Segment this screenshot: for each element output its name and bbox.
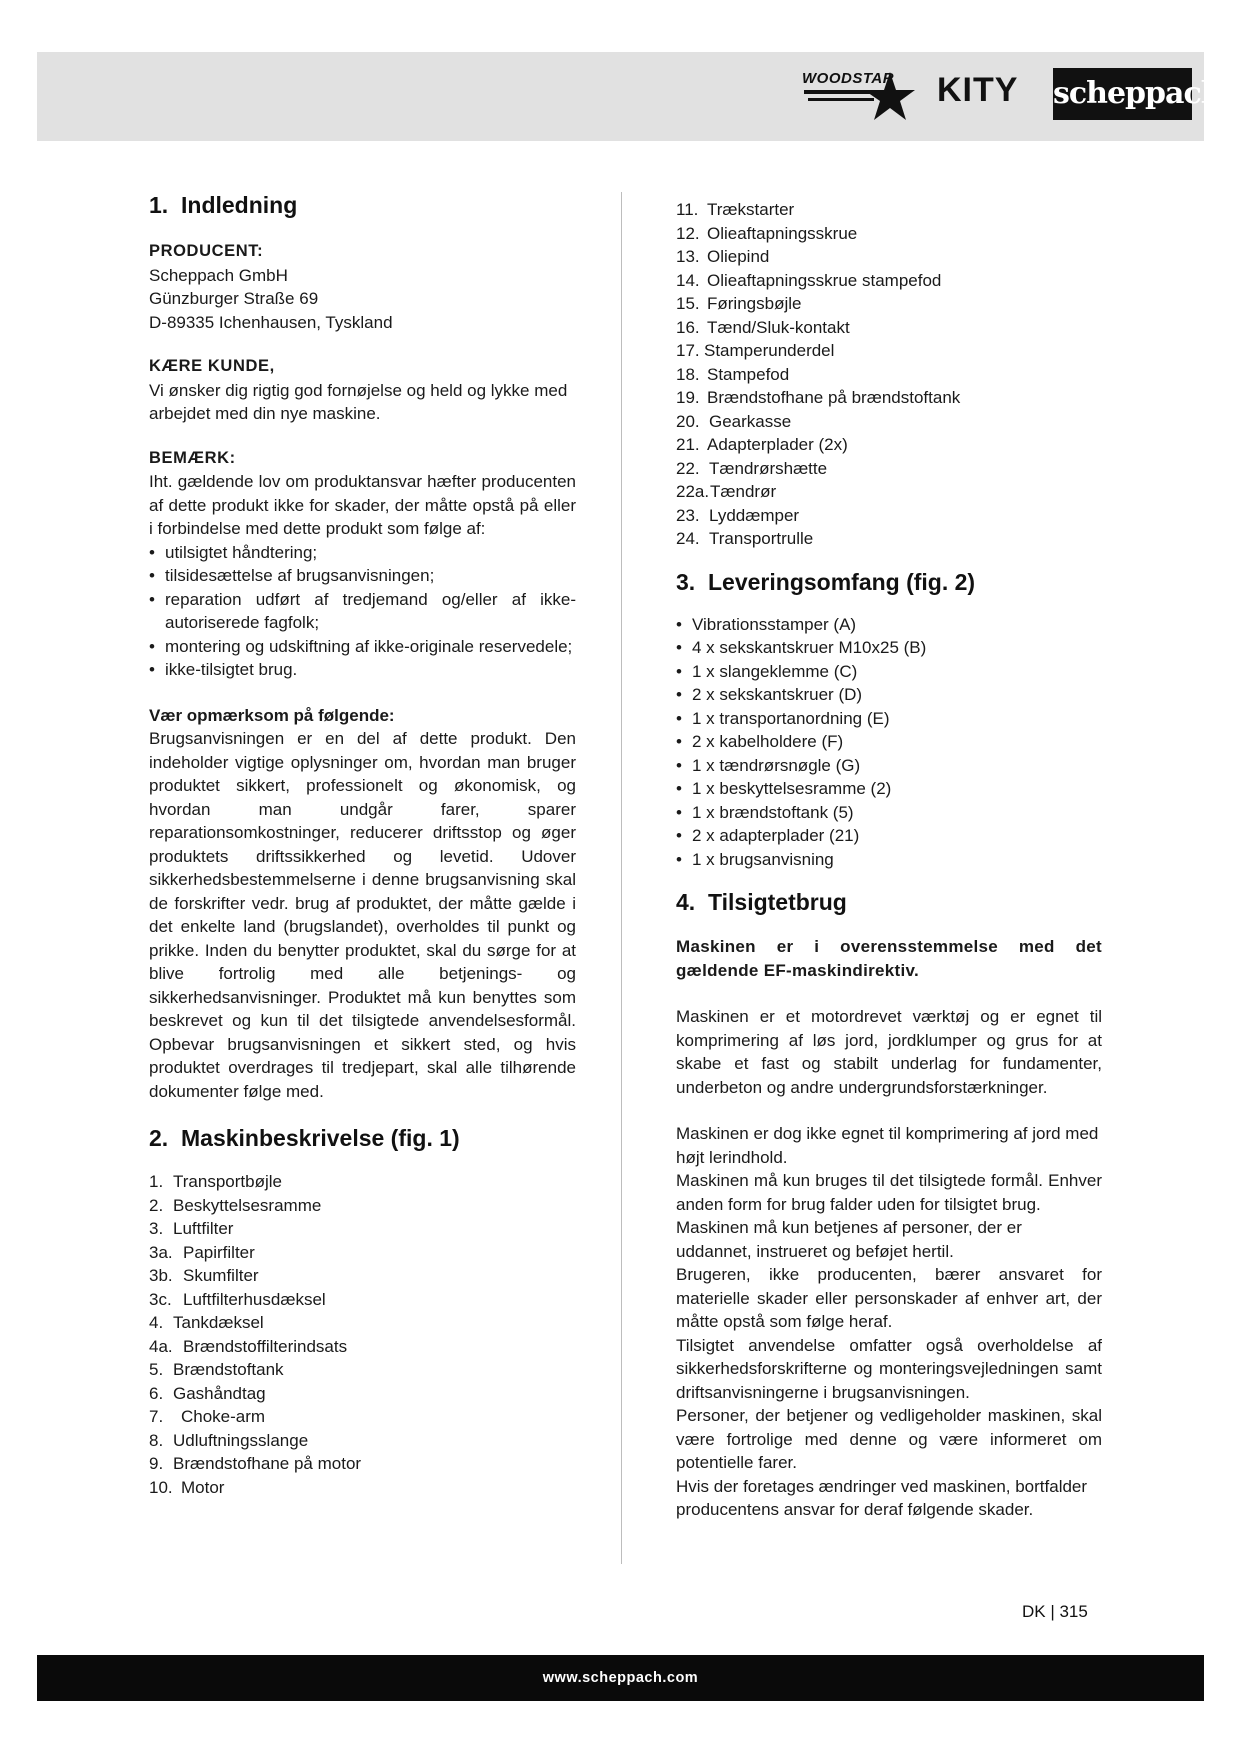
list-item: 21. Adapterplader (2x) <box>676 435 848 454</box>
list-item: • 1 x brændstoftank (5) <box>676 801 1102 825</box>
footer-url: www.scheppach.com <box>37 1655 1204 1701</box>
list-item: • tilsidesættelse af brugsanvisningen; <box>149 564 576 588</box>
list-item: 3. Luftfilter <box>149 1219 234 1238</box>
list-item: 13. Oliepind <box>676 247 770 266</box>
list-item: • 2 x kabelholdere (F) <box>676 730 1102 754</box>
list-item: 22. Tændrørshætte <box>676 458 828 478</box>
attention-label: Vær opmærksom på følgende: <box>149 705 395 725</box>
s4-paragraph-2: Maskinen er dog ikke egnet til komprimering af jord med højt lerindhold. <box>676 1124 1099 1167</box>
s4-paragraph-1: Maskinen er et motordrevet værktøj og er egnet til komprimering af løs jord, jordklumper og grus for at skabe et fast og stabilt underlag for fundamenter, underbeton og andre undergrundsforstærkninger. <box>676 1007 1102 1097</box>
list-item: • ikke-tilsigtet brug. <box>149 658 576 682</box>
s4-paragraph-5: Brugeren, ikke producenten, bærer ansvaret for materielle skader eller personskader af enhver art, der måtte opstå som følge heraf. <box>676 1265 1102 1331</box>
parts-list-a <box>149 1170 576 1499</box>
delivery-list <box>676 613 1102 872</box>
list-item: • utilsigtet håndtering; <box>149 541 576 565</box>
list-item: • 4 x sekskantskruer M10x25 (B) <box>676 636 1102 660</box>
list-item: 11. Trækstarter <box>676 200 795 219</box>
list-item: • 2 x sekskantskruer (D) <box>676 683 1102 707</box>
column-divider <box>621 192 622 1564</box>
list-item: 17. Stamperunderdel <box>676 341 835 360</box>
list-item: 22a. Tændrør <box>676 482 777 501</box>
list-item: 1. Transportbøjle <box>149 1172 282 1191</box>
right-column <box>676 198 1102 1522</box>
parts-list-b <box>676 198 1102 551</box>
list-item: • montering og udskiftning af ikke-originale reservedele; <box>149 635 576 659</box>
attention-text: Brugsanvisningen er en del af dette produkt. Den indeholder vigtige oplysninger om, hvordan man bruger produktet sikkert, professionelt og økonomisk, og hvordan man undgår farer, sparer reparationsomkostninger, reducerer driftsstop og øger produktets driftssikkerhed og levetid. Udover sikkerhedsbestemmelserne i denne brugsanvisning skal de forskrifter vedr. brug af produktet, der måtte gælde i det enkelte land (brugslandet), overholdes til punkt og prikke. Inden du benytter produktet, skal du sørge for at blive fortrolig med alle betjenings- og sikkerhedsanvisninger. Produktet må kun benyttes som beskrevet og kun til det tilsigtede anvendelsesformål. Opbevar brugsanvisningen et sikkert sted, og hvis produktet overdrages til tredjepart, skal alle tilhørende dokumenter følge med. <box>149 729 576 1101</box>
list-item: • 1 x transportanordning (E) <box>676 707 1102 731</box>
list-item: • 2 x adapterplader (21) <box>676 824 1102 848</box>
list-item: 24. Transportrulle <box>676 529 814 548</box>
dear-customer-label: KÆRE KUNDE, <box>149 357 275 375</box>
list-item: 15. Føringsbøjle <box>676 294 802 313</box>
list-item: 5. Brændstoftank <box>149 1360 284 1379</box>
list-item: • reparation udført af tredjemand og/eller af ikke-autoriserede fagfolk; <box>149 588 576 635</box>
list-item: • 1 x beskyttelsesramme (2) <box>676 777 1102 801</box>
list-item: • 1 x tændrørsnøgle (G) <box>676 754 1102 778</box>
section-4-heading: 4. Tilsigtetbrug <box>676 889 847 915</box>
s4-paragraph-8: Hvis der foretages ændringer ved maskinen, bortfalder producentens ansvar for deraf følgende skader. <box>676 1476 1088 1519</box>
page-number: DK | 315 <box>1022 1602 1088 1621</box>
list-item: 4a. Brændstoffilterindsats <box>149 1336 348 1356</box>
note-text: Iht. gældende lov om produktansvar hæfter producenten af dette produkt ikke for skader, der måtte opstå på eller i forbindelse med dette produkt som følge af: <box>149 472 576 538</box>
list-item: 19. Brændstofhane på brændstoftank <box>676 388 961 407</box>
list-item: 14. Olieaftapningsskrue stampefod <box>676 270 942 290</box>
s4-paragraph-7: Personer, der betjener og vedligeholder maskinen, skal være fortrolige med denne og være informeret om potentielle farer. <box>676 1406 1102 1472</box>
note-label: BEMÆRK: <box>149 448 236 467</box>
producer-label: PRODUCENT: <box>149 242 264 260</box>
list-item: 8. Udluftningsslange <box>149 1430 309 1450</box>
list-item: 16. Tænd/Sluk-kontakt <box>676 317 850 337</box>
list-item: 2. Beskyttelsesramme <box>149 1195 322 1215</box>
list-item: 4. Tankdæksel <box>149 1313 264 1332</box>
list-item: • Vibrationsstamper (A) <box>676 613 1102 637</box>
list-item: • 1 x brugsanvisning <box>676 848 1102 872</box>
list-item: 20. Gearkasse <box>676 411 792 431</box>
list-item: 7. Choke-arm <box>149 1407 266 1426</box>
producer-address: Scheppach GmbH Günzburger Straße 69 D-89335 Ichenhausen, Tyskland <box>149 265 393 332</box>
section-2-heading: 2. Maskinbeskrivelse (fig. 1) <box>149 1125 460 1151</box>
star-icon <box>802 66 926 122</box>
list-item: 10. Motor <box>149 1477 225 1497</box>
woodstar-logo <box>802 66 926 122</box>
section-1-heading: 1. Indledning <box>149 192 298 218</box>
left-column <box>149 190 576 1499</box>
list-item: 3a. Papirfilter <box>149 1242 255 1262</box>
list-item: • 1 x slangeklemme (C) <box>676 660 1102 684</box>
s4-bold-statement: Maskinen er i overensstemmelse med det gældende EF-maskindirektiv. <box>676 937 1102 980</box>
header-band <box>37 52 1204 141</box>
note-bullet-list <box>149 541 576 682</box>
list-item: 9. Brændstofhane på motor <box>149 1454 362 1473</box>
s4-paragraph-6: Tilsigtet anvendelse omfatter også overholdelse af sikkerhedsforskrifterne og monteringsvejledningen samt driftsanvisningerne i brugsanvisningen. <box>676 1335 1102 1402</box>
list-item: 3c. Luftfilterhusdæksel <box>149 1289 326 1309</box>
section-3-heading: 3. Leveringsomfang (fig. 2) <box>676 568 976 595</box>
list-item: 3b. Skumfilter <box>149 1266 259 1285</box>
s4-paragraph-4: Maskinen må kun betjenes af personer, der er uddannet, instrueret og beføjet hertil. <box>676 1218 1022 1261</box>
woodstar-logo-text: WOODSTAR <box>802 70 895 87</box>
s4-paragraph-3: Maskinen må kun bruges til det tilsigtede formål. Enhver anden form for brug falder uden for tilsigtet brug. <box>676 1171 1102 1214</box>
list-item: 18. Stampefod <box>676 364 790 384</box>
list-item: 23. Lyddæmper <box>676 505 800 525</box>
list-item: 12. Olieaftapningsskrue <box>676 223 858 243</box>
dear-customer-text: Vi ønsker dig rigtig god fornøjelse og held og lykke med arbejdet med din nye maskine. <box>149 380 568 423</box>
list-item: 6. Gashåndtag <box>149 1383 266 1403</box>
scheppach-logo: scheppach <box>1053 68 1192 120</box>
kity-logo: KITY <box>937 71 1019 109</box>
